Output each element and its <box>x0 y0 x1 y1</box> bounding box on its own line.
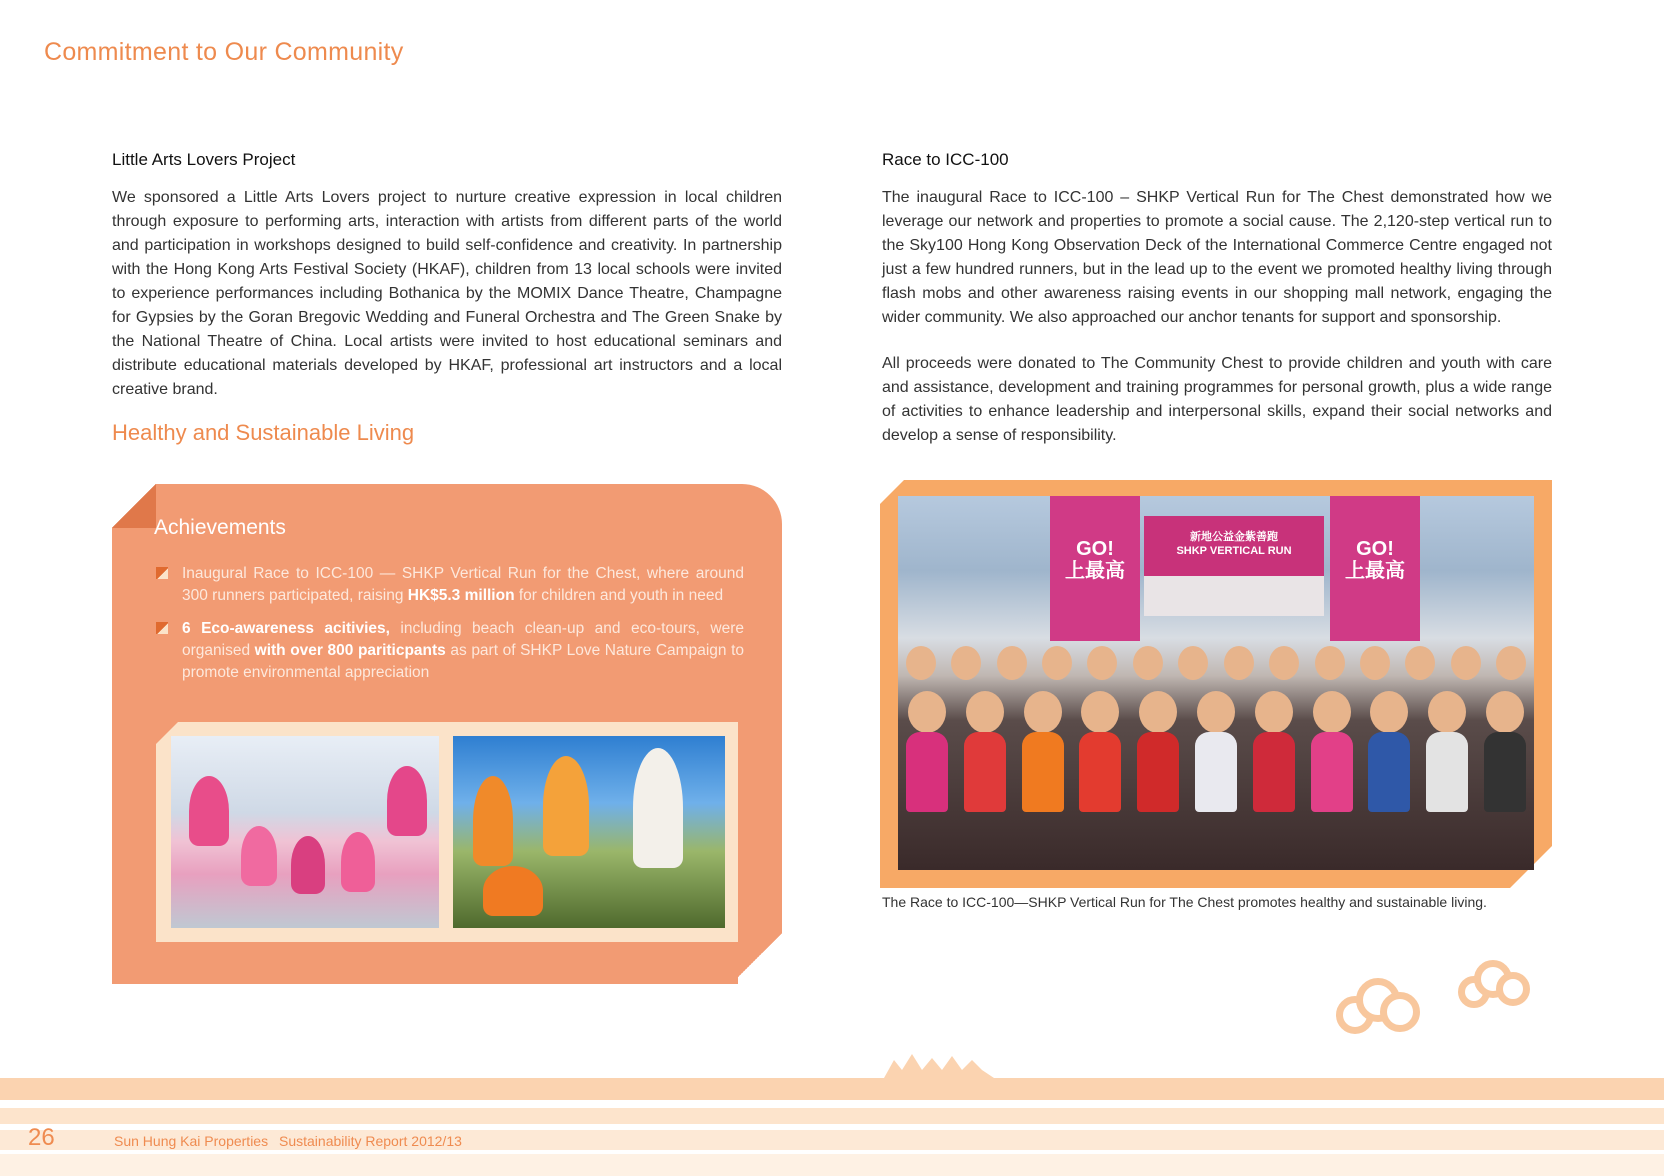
mountain-decoration <box>884 1052 994 1078</box>
race-arch-sign: 新地公益金紫善跑 SHKP VERTICAL RUN <box>1144 516 1324 576</box>
dancer-figure <box>241 826 277 886</box>
achievement-item: 6 Eco-awareness acitivies, including beach clean-up and eco-tours, were organised with over 800 pariticpants as part of SHKP Love Nature Campaign to promote environmental appreciation <box>154 618 744 684</box>
footer-stripe <box>0 1108 1664 1124</box>
crowd-heads-back <box>898 646 1534 680</box>
crowd-heads-front <box>898 691 1534 733</box>
race-photo-caption: The Race to ICC-100—SHKP Vertical Run for The Chest promotes healthy and sustainable living. <box>882 894 1487 910</box>
cloud-decoration <box>1336 976 1426 1036</box>
volunteer-figure <box>543 756 589 856</box>
achievements-title: Achievements <box>154 516 286 539</box>
achievements-bottom-fold <box>738 926 782 984</box>
footer-company: Sun Hung Kai Properties <box>114 1133 269 1149</box>
footer-stripe <box>0 1154 1664 1176</box>
flash-mob-photo <box>171 736 439 928</box>
race-arch-base <box>1144 576 1324 616</box>
beach-cleanup-photo <box>453 736 725 928</box>
go-banner-right: GO! 上最高 <box>1330 496 1420 641</box>
volunteer-figure <box>633 748 683 868</box>
dancer-figure <box>387 766 427 836</box>
race-paragraph-1: The inaugural Race to ICC-100 – SHKP Vertical Run for The Chest demonstrated how we leverage our network and properties to promote a social cause. The 2,120-step vertical run to the Sky100 Hong Kong Observation Deck of the International Commerce Centre engaged not just a few hundred runners, but in the lead up to the event we promoted healthy living through flash mobs and other awareness raising events in our shopping mall network, engaging the wider community. We also approached our anchor tenants for support and sponsorship. <box>882 189 1552 326</box>
bullet-icon <box>156 567 168 579</box>
little-arts-section <box>112 150 782 402</box>
race-paragraph-2: All proceeds were donated to The Community Chest to provide children and youth with care and assistance, development and training programmes for personal growth, plus a wide range of activities to enhance leadership and interpersonal skills, expand their social networks and develop a sense of responsibility. <box>882 355 1552 444</box>
race-section <box>882 150 1552 448</box>
healthy-living-heading: Healthy and Sustainable Living <box>112 420 415 445</box>
footer-report-title: Sustainability Report 2012/13 <box>279 1133 462 1149</box>
achievement-item: Inaugural Race to ICC-100 — SHKP Vertical Run for the Chest, where around 300 runners participated, raising HK$5.3 million for children and youth in need <box>154 563 744 607</box>
section-title: Commitment to Our Community <box>44 38 404 66</box>
little-arts-heading: Little Arts Lovers Project <box>112 150 296 169</box>
achievements-corner-fold <box>112 484 156 528</box>
dancer-figure <box>189 776 229 846</box>
footer-stripe <box>0 1078 1664 1100</box>
little-arts-paragraph: We sponsored a Little Arts Lovers project to nurture creative expression in local children through exposure to performing arts, interaction with artists from different parts of the world and participation in workshops designed to build self-confidence and creativity. In partnership with the Hong Kong Arts Festival Society (HKAF), children from 13 local schools were invited to experience performances including Bothanica by the MOMIX Dance Theatre, Champagne for Gypsies by the Goran Bregovic Wedding and Funeral Orchestra and The Green Snake by the National Theatre of China. Local artists were invited to host educational seminars and distribute educational materials developed by HKAF, professional art instructors and a local creative brand. <box>112 189 782 398</box>
cloud-decoration <box>1458 960 1538 1010</box>
dancer-figure <box>341 832 375 892</box>
go-banner-left: GO! 上最高 <box>1050 496 1140 641</box>
crowd-shirts <box>898 732 1534 812</box>
dancer-figure <box>291 836 325 894</box>
race-heading: Race to ICC-100 <box>882 150 1009 169</box>
volunteer-figure <box>483 866 543 916</box>
volunteer-figure <box>473 776 513 866</box>
achievements-list <box>154 563 744 695</box>
page-number: 26 <box>28 1124 55 1151</box>
bullet-icon <box>156 622 168 634</box>
race-photo <box>898 496 1534 870</box>
